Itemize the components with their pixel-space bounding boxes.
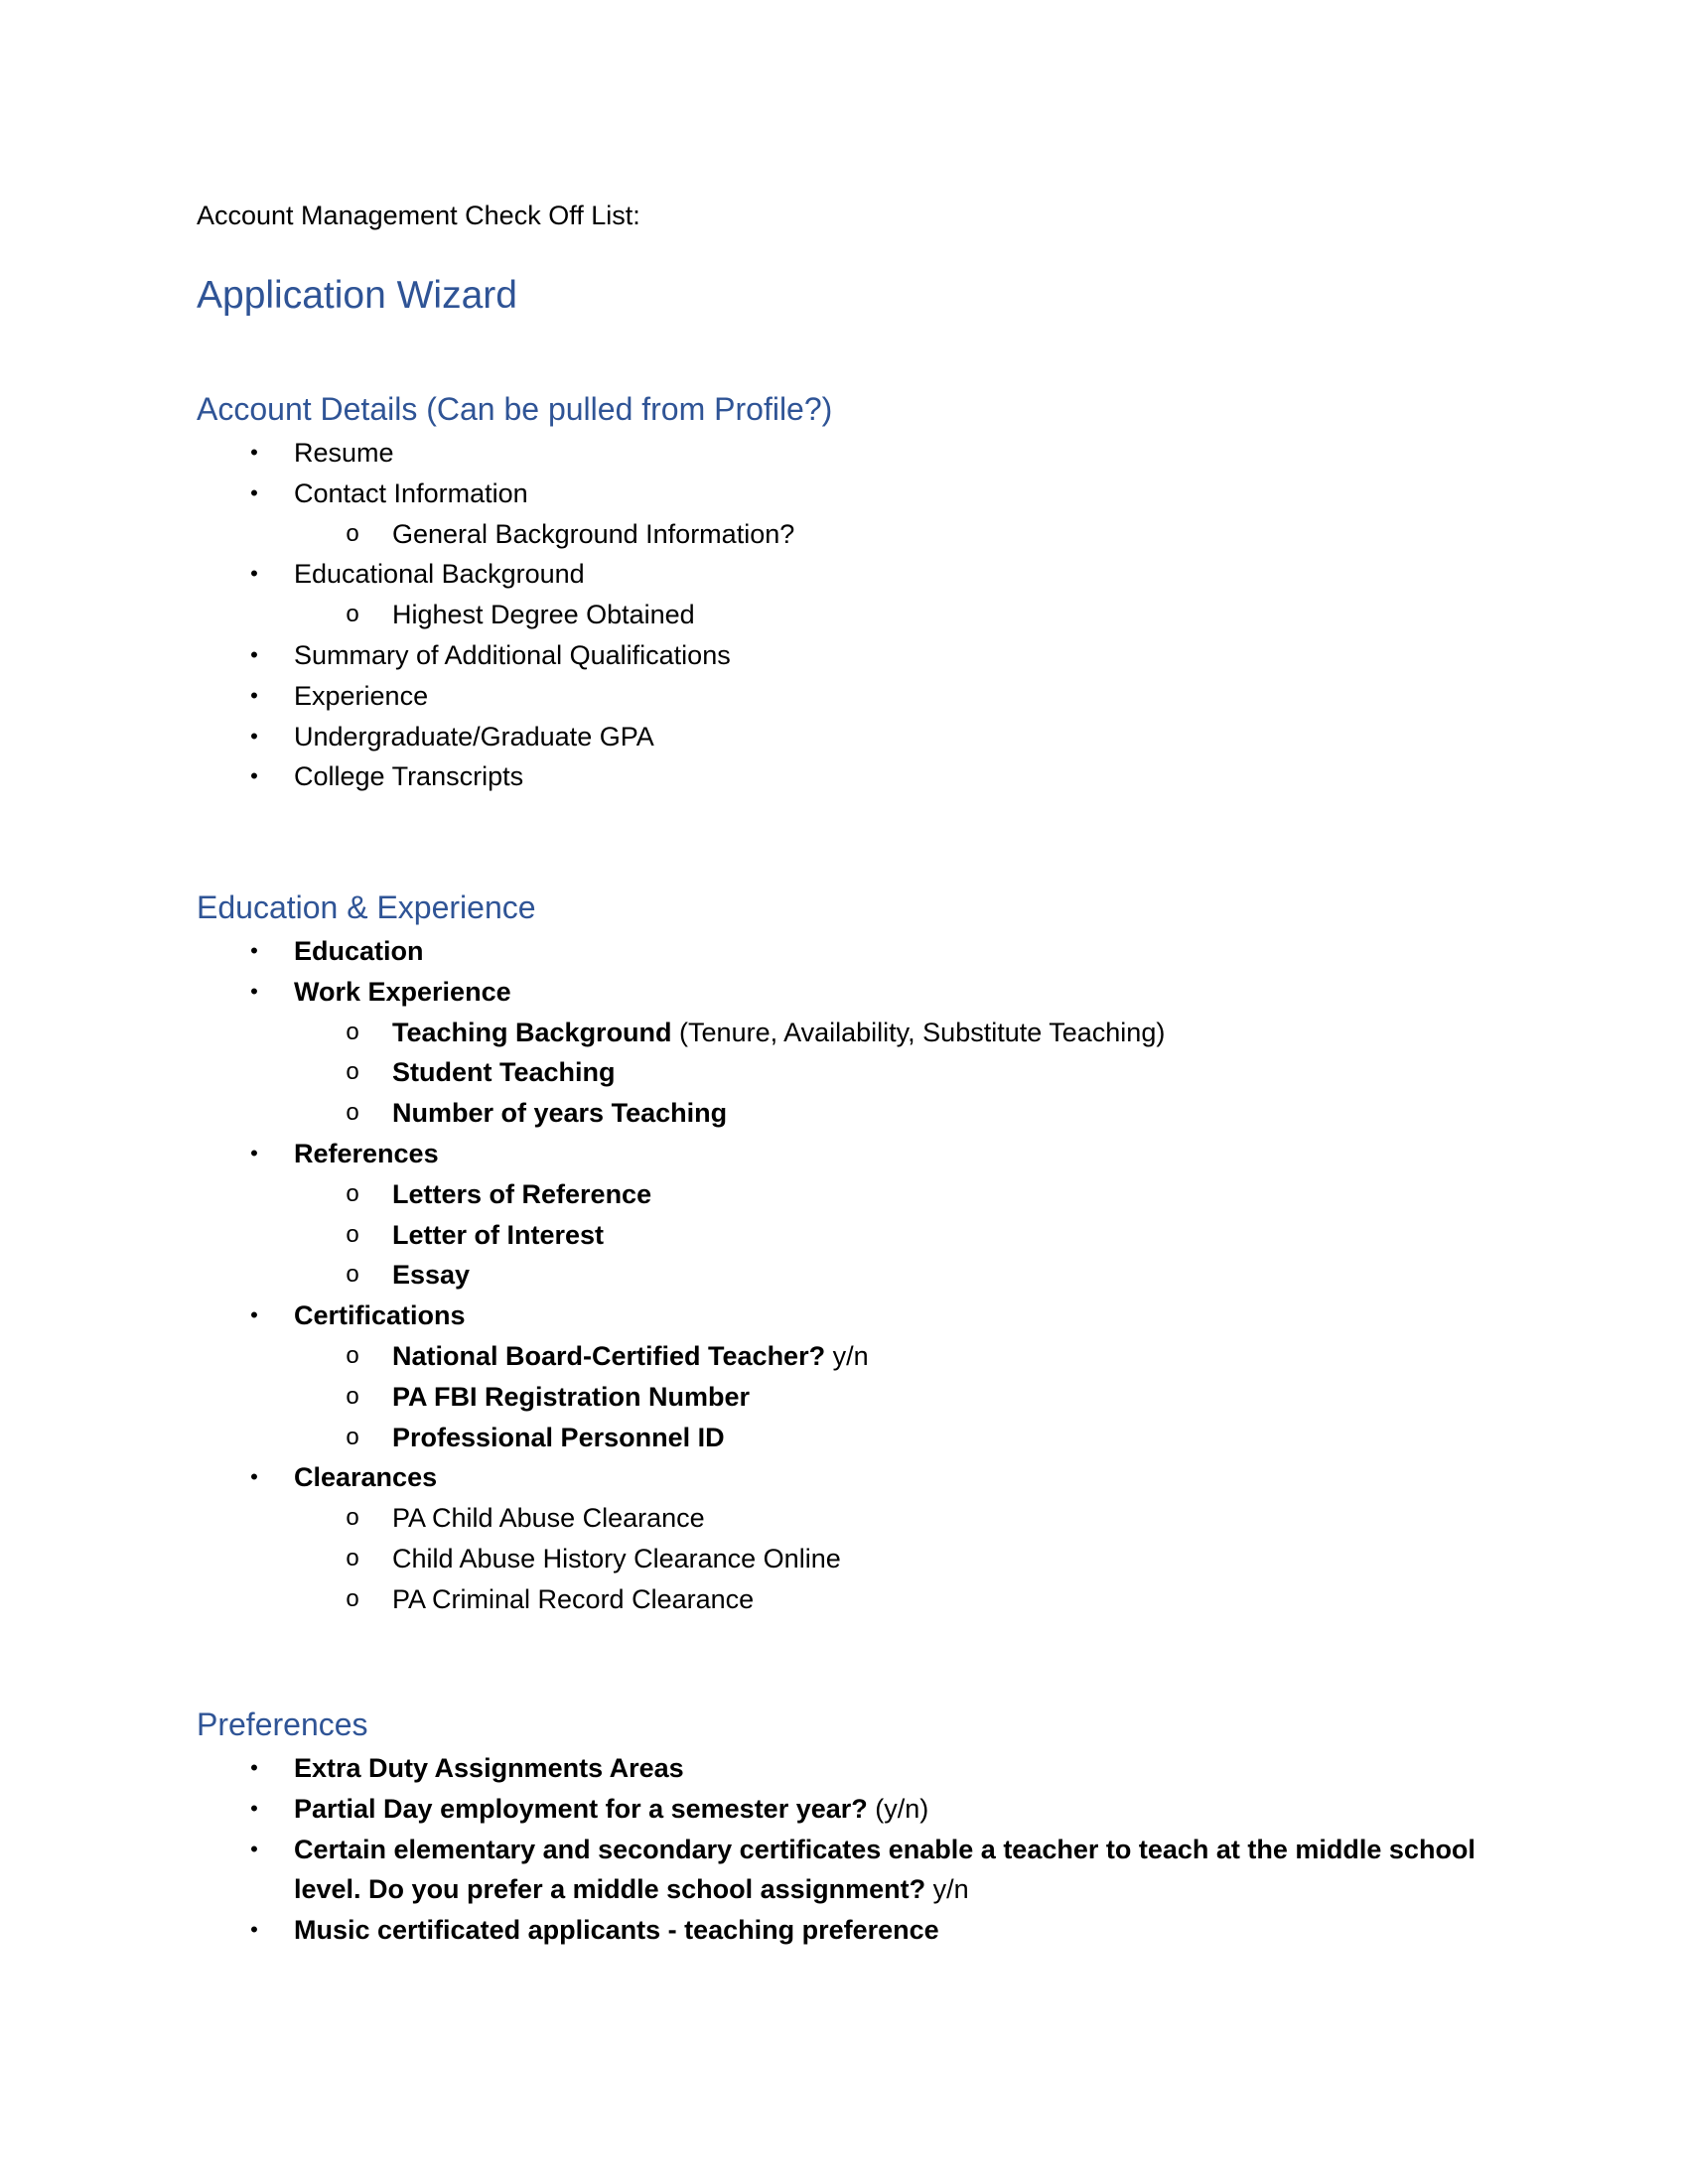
list-item-text: Contact Information bbox=[294, 478, 528, 508]
bullet-icon: • bbox=[250, 938, 258, 963]
education-experience-heading: Education & Experience bbox=[197, 889, 536, 925]
list-item bbox=[197, 1134, 1487, 1174]
bullet-icon: • bbox=[250, 1464, 258, 1490]
list-item bbox=[197, 1457, 1487, 1498]
list-item-text: Partial Day employment for a semester year? bbox=[294, 1793, 868, 1824]
list-item-text: PA FBI Registration Number bbox=[392, 1381, 751, 1412]
list-item-text: Educational Background bbox=[294, 559, 585, 590]
circle-bullet-icon: o bbox=[346, 601, 359, 628]
circle-bullet-icon: o bbox=[346, 1058, 359, 1086]
list-subitem bbox=[197, 1377, 1487, 1418]
list-subitem bbox=[197, 1255, 1487, 1296]
list-item-text: Experience bbox=[294, 680, 429, 711]
bullet-icon: • bbox=[250, 978, 258, 1004]
bullet-icon: • bbox=[250, 1302, 258, 1328]
list-item-text: PA Child Abuse Clearance bbox=[392, 1503, 705, 1534]
list-subitem bbox=[197, 514, 1487, 555]
list-item bbox=[197, 756, 1487, 797]
list-subitem bbox=[197, 1539, 1487, 1579]
list-item-text: Work Experience bbox=[294, 976, 511, 1007]
list-item-text: Music certificated applicants - teaching preference bbox=[294, 1915, 939, 1946]
circle-bullet-icon: o bbox=[346, 1423, 359, 1450]
bullet-icon: • bbox=[250, 440, 258, 465]
circle-bullet-icon: o bbox=[346, 1220, 359, 1248]
circle-bullet-icon: o bbox=[346, 1341, 359, 1369]
list-subitem bbox=[197, 1579, 1487, 1620]
list-item-text: College Transcripts bbox=[294, 761, 524, 792]
list-item-text: Professional Personnel ID bbox=[392, 1422, 725, 1452]
list-item-text: Highest Degree Obtained bbox=[392, 600, 695, 630]
list-item-text: Essay bbox=[392, 1260, 471, 1291]
application-wizard-heading: Application Wizard bbox=[197, 274, 517, 317]
bullet-icon: • bbox=[250, 1917, 258, 1943]
list-item-text: Child Abuse History Clearance Online bbox=[392, 1543, 841, 1573]
bullet-icon: • bbox=[250, 723, 258, 749]
list-item bbox=[197, 717, 1487, 757]
list-item bbox=[197, 554, 1487, 595]
list-item-text: Extra Duty Assignments Areas bbox=[294, 1753, 684, 1783]
list-item-text: National Board-Certified Teacher? bbox=[392, 1340, 826, 1371]
list-item-text: PA Criminal Record Clearance bbox=[392, 1583, 755, 1614]
list-item bbox=[197, 972, 1487, 1013]
list-item bbox=[197, 1748, 1487, 1789]
list-item bbox=[197, 635, 1487, 676]
education-experience-list bbox=[197, 931, 1487, 1620]
list-item-text: References bbox=[294, 1138, 439, 1168]
list-subitem bbox=[197, 1093, 1487, 1134]
bullet-icon: • bbox=[250, 1755, 258, 1780]
list-item bbox=[197, 1296, 1487, 1336]
list-item-text: Summary of Additional Qualifications bbox=[294, 639, 731, 670]
list-subitem bbox=[197, 1215, 1487, 1256]
bullet-icon: • bbox=[250, 561, 258, 587]
list-item-note: (Tenure, Availability, Substitute Teaching) bbox=[671, 1017, 1166, 1047]
list-item-text: Letter of Interest bbox=[392, 1219, 605, 1250]
list-item bbox=[197, 1789, 1487, 1830]
list-item bbox=[197, 474, 1487, 514]
list-subitem bbox=[197, 1418, 1487, 1458]
list-item-text: Education bbox=[294, 936, 424, 966]
list-item bbox=[197, 1830, 1487, 1911]
bullet-icon: • bbox=[250, 1836, 258, 1861]
list-item-text: Undergraduate/Graduate GPA bbox=[294, 721, 654, 751]
list-item-note: y/n bbox=[825, 1340, 869, 1371]
circle-bullet-icon: o bbox=[346, 1544, 359, 1571]
circle-bullet-icon: o bbox=[346, 1504, 359, 1532]
bullet-icon: • bbox=[250, 479, 258, 505]
list-subitem bbox=[197, 1498, 1487, 1539]
bullet-icon: • bbox=[250, 682, 258, 708]
list-item bbox=[197, 676, 1487, 717]
bullet-icon: • bbox=[250, 641, 258, 667]
account-details-heading: Account Details (Can be pulled from Profile?) bbox=[197, 391, 833, 427]
list-item bbox=[197, 1910, 1487, 1951]
list-subitem bbox=[197, 1052, 1487, 1093]
bullet-icon: • bbox=[250, 1795, 258, 1821]
list-item-text: Number of years Teaching bbox=[392, 1098, 728, 1129]
list-item-note: y/n bbox=[925, 1874, 969, 1905]
list-item-note: (y/n) bbox=[867, 1793, 929, 1824]
bullet-icon: • bbox=[250, 763, 258, 789]
list-item-text: Teaching Background bbox=[392, 1017, 672, 1047]
circle-bullet-icon: o bbox=[346, 1584, 359, 1612]
list-subitem bbox=[197, 1013, 1487, 1053]
circle-bullet-icon: o bbox=[346, 1018, 359, 1045]
list-subitem bbox=[197, 1336, 1487, 1377]
list-item-text: Clearances bbox=[294, 1462, 438, 1493]
circle-bullet-icon: o bbox=[346, 1179, 359, 1207]
account-details-list bbox=[197, 433, 1487, 797]
preferences-list bbox=[197, 1748, 1487, 1951]
circle-bullet-icon: o bbox=[346, 519, 359, 547]
list-subitem bbox=[197, 1174, 1487, 1215]
list-subitem bbox=[197, 595, 1487, 635]
list-item-text: Certain elementary and secondary certificates enable a teacher to teach at the middle school level. Do you prefer a middle school assignment? bbox=[294, 1834, 1476, 1905]
circle-bullet-icon: o bbox=[346, 1261, 359, 1289]
circle-bullet-icon: o bbox=[346, 1099, 359, 1127]
bullet-icon: • bbox=[250, 1140, 258, 1165]
circle-bullet-icon: o bbox=[346, 1382, 359, 1410]
document-title: Account Management Check Off List: bbox=[197, 201, 640, 230]
list-item-text: Letters of Reference bbox=[392, 1178, 652, 1209]
list-item bbox=[197, 931, 1487, 972]
list-item-text: Resume bbox=[294, 438, 394, 468]
list-item-text: Certifications bbox=[294, 1300, 466, 1331]
list-item-text: Student Teaching bbox=[392, 1057, 616, 1088]
preferences-heading: Preferences bbox=[197, 1706, 368, 1742]
list-item-text: General Background Information? bbox=[392, 518, 795, 549]
list-item bbox=[197, 433, 1487, 474]
